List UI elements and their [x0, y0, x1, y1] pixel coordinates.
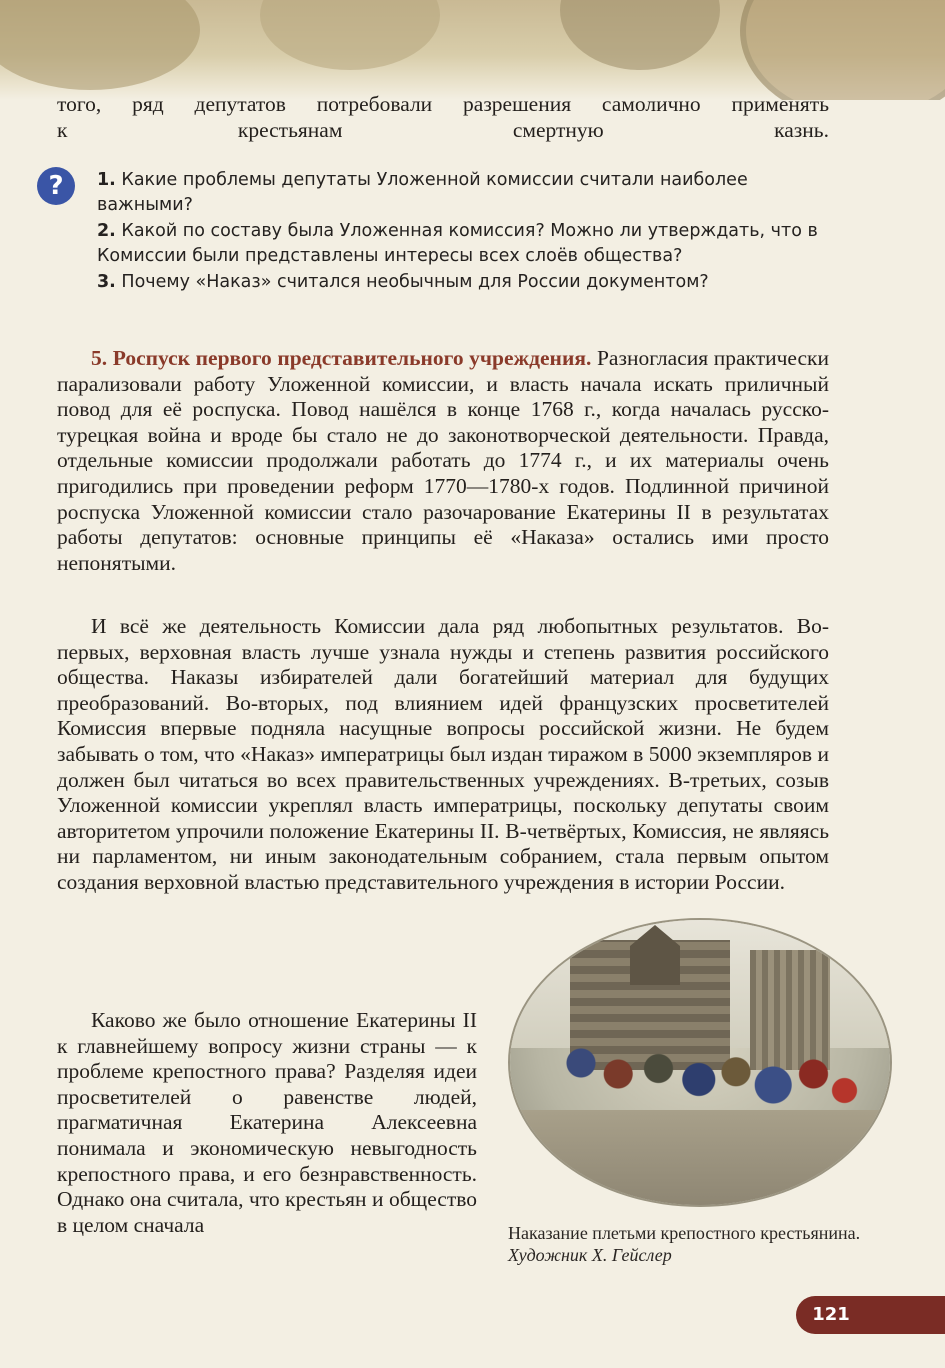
figure-caption: Наказание плетьми крепостного крестьянина. Художник Х. Гейслер [508, 1223, 861, 1265]
question-item: 1. Какие проблемы депутаты Уложенной комиссии считали наиболее важными? [97, 170, 748, 215]
page-number: 121 [796, 1296, 945, 1334]
question-mark-icon: ? [37, 167, 75, 205]
question-item: 3. Почему «Наказ» считался необычным для России документом? [97, 272, 709, 292]
section-paragraph-1: 5. Роспуск первого представительного учреждения. Разногласия практически парализовали работу Уложенной комиссии, и власть начала искать приличный повод для её роспуска. Повод нашёлся в конце 1768 г., когда началась русско-турецкая война и вроде бы стало не до законотворческой деятельности. Правда, отдельные комиссии продолжали работать до 1774 г., и их материалы очень пригодились при проведении реформ 1770—1780-х годов. Подлинной причиной роспуска Уложенной комиссии стало разочарование Екатерины II в результатах работы депутатов: основные принципы её «Наказа» остались ими просто непонятыми. [57, 346, 829, 575]
section-paragraph-3: Каково же было отношение Екатерины II к главнейшему вопросу жизни страны — к проблеме крепостного права? Разделяя идеи просветителей о равенстве людей, прагматичная Екатерина Алексеевна понимала и экономическую невыгодность крепостного права, и его безнравственность. Однако она считала, что крестьян и общество в целом сначала [57, 1008, 477, 1237]
continuation-text: того, ряд депутатов потребовали разрешения самолично применять к крестьянам смертную казнь. [57, 92, 829, 142]
section-paragraph-2-top: И всё же деятельность Комиссии дала ряд любопытных результатов. Во-первых, верховная власть лучше узнала нужды и степень развития российского общества. Наказы избирателей дали богатейший материал для будущих преобразований. Во-вторых, под влиянием идей французских просветителей Комиссия впервые подняла насущные вопросы российской жизни. Не будем забывать о том, что «Наказ» императрицы был издан тиражом в 5000 экземпляров и должен был читаться во всех правительственных учреждениях. В-третьих, созыв Уложенной комиссии укреплял власть императрицы, поскольку депутаты своим авторитетом упрочили положение Екатерины II. В-четвёртых, Комиссия, не являясь ни парламентом, ни иным законодательным собранием, стала первым опытом создания верховной властью представительного учреждения в истории России. [57, 614, 829, 894]
header-decoration [0, 0, 945, 100]
illustration-flogging [510, 920, 890, 1205]
question-item: 2. Какой по составу была Уложенная комиссия? Можно ли утверждать, что в Комиссии были представлены интересы всех слоёв общества? [97, 221, 818, 266]
review-questions [97, 168, 829, 296]
section-title: 5. Роспуск первого представительного учреждения. [91, 346, 592, 370]
